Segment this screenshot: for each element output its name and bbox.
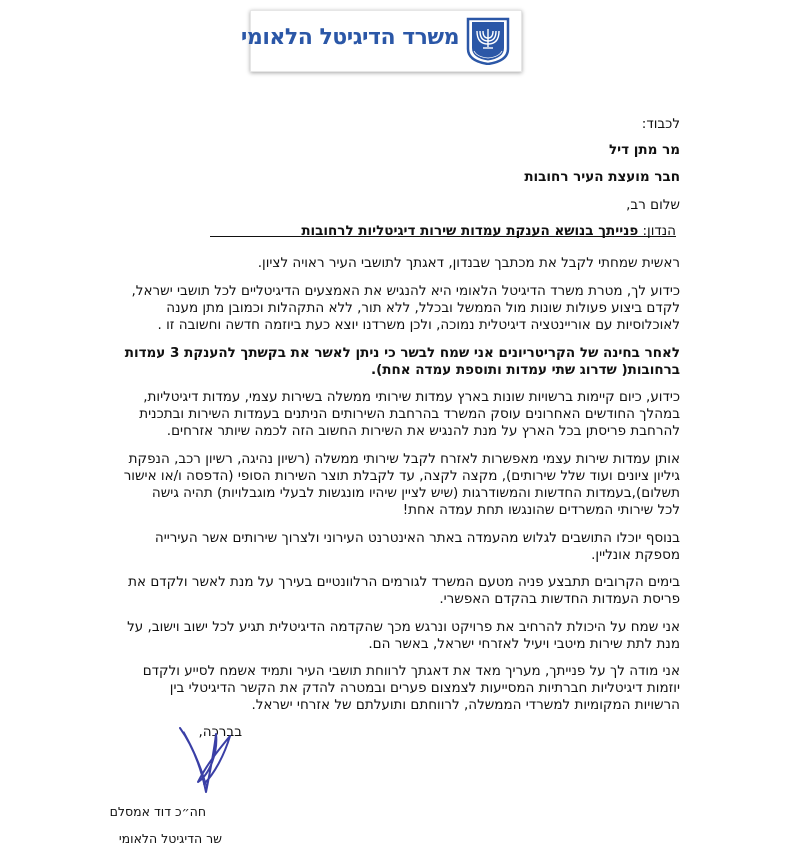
- paragraph-8-line-2: מנת לתת שירות מיטבי ויעיל לאזרחי ישראל, באשר הם.: [368, 636, 680, 652]
- paragraph-4-line-1: כידוע, כיום קיימות ברשויות שונות בארץ עמדות שירותי ממשלה בשירות עצמי, עמדות דיגיטליות,: [143, 389, 680, 405]
- subject-text: פנייתך בנושא הענקת עמדות שירות דיגיטליות לרחובות: [301, 223, 639, 239]
- paragraph-5-line-1: אותן עמדות שירות עצמי מאפשרות לאזרח לקבל שירותי ממשלה (רשיון נהיגה, רשיון רכב, הנפקת: [128, 451, 680, 467]
- paragraph-8-line-1: אני שמח על היכולת להרחיב את פרויקט ונרגש מכך שהקדמה הדיגיטלית תגיע לכל ישוב וישוב, על: [127, 619, 680, 635]
- paragraph-2-line-2: לקדם ביצוע פעולות שונות מול הממשל ובכלל, ללא תור, ללא התקהלות וכמובן מתן מענה: [166, 300, 680, 316]
- closing: בברכה,: [198, 724, 242, 740]
- ministry-title: משרד הדיגיטל הלאומי: [240, 25, 459, 50]
- paragraph-7-line-2: פריסת העמדות החדשות בהקדם האפשרי.: [439, 591, 680, 607]
- paragraph-7-line-1: בימים הקרובים תתבצע פניה מטעם המשרד לגורמים הרלוונטיים בעירך על מנת לאשר ולקדם את: [128, 574, 680, 590]
- paragraph-5-line-4: לכל שירותי המשרדים שהונגשו תחת עמדה אחת!: [402, 502, 680, 518]
- recipient-name: מר מתן דיל: [608, 142, 680, 158]
- handwritten-signature-icon: [160, 722, 252, 798]
- paragraph-4-line-2: במהלך החודשים האחרונים עוסק המשרד בהרחבת השירותים הניתנים בעמדות השירות ובתכנית: [139, 406, 680, 422]
- paragraph-9-line-1: אני מודה לך על פנייתך, מעריך מאד את דאגתך לרווחת תושבי העיר ותמיד אשמח לסייע ולקדם: [142, 663, 680, 679]
- greeting: שלום רב,: [626, 197, 680, 213]
- paragraph-5-line-3: תשלום),בעמדות החדשות והמשודרגות (שיש לציין שיהיו מונגשות לבעלי מוגבלויות) תהיה גישה: [151, 485, 680, 501]
- salutation: לכבוד:: [641, 116, 680, 132]
- paragraph-6-line-1: בנוסף יוכלו התושבים לגלוש מהעמדה באתר האינטרנט העירוני ולצרוך שירותים אשר העירייה: [154, 530, 680, 546]
- subject-label: הנדון:: [642, 223, 676, 239]
- paragraph-4-line-3: להרחבת פריסתן בכל הארץ על מנת להנגיש את השירות החשוב הזה לכמה שיותר אזרחים.: [166, 423, 680, 439]
- subject-underline: [210, 236, 676, 237]
- paragraph-3-line-1: לאחר בחינה של הקריטריונים אני שמח לבשר כי ניתן לאשר את בקשתך להענקת 3 עמדות: [124, 345, 680, 361]
- paragraph-1-line-1: ראשית שמחתי לקבל את מכתבך שבנדון, דאגתך לתושבי העיר ראויה לציון.: [257, 255, 680, 271]
- signatory-name: חה״כ דוד אמסלם: [109, 804, 206, 819]
- menorah-emblem-icon: [465, 17, 511, 65]
- letterhead: [240, 10, 522, 72]
- paragraph-6-line-2: מספקת אונליין.: [591, 547, 680, 563]
- subject-line: [301, 223, 676, 240]
- signatory-title: שר הדיגיטל הלאומי: [118, 831, 222, 846]
- paragraph-2-line-1: כידוע לך, מטרת משרד הדיגיטל הלאומי היא להנגיש את האמצעים הדיגיטליים לכל תושבי ישראל,: [131, 283, 680, 299]
- paragraph-9-line-3: הרשויות המקומיות למשרדי הממשלה, לרווחתם ותועלתם של אזרחי ישראל.: [251, 697, 680, 713]
- paragraph-3-line-2: ברחובות( שדרוג שתי עמדות ותוספת עמדה אחת).: [370, 362, 680, 378]
- recipient-title: חבר מועצת העיר רחובות: [524, 169, 680, 185]
- paragraph-5-line-2: גיליון ציונים ועוד שלל שירותים), מקצה לקצה, עד לקבלת תוצר השירות הסופי (הדפסה ו/או אישור: [123, 468, 680, 484]
- paragraph-2-line-3: לאוכלוסיות עם אוריינטציה דיגיטלית נמוכה, ולכן משרדנו יוצא כעת ביוזמה חדשה וחשובה זו .: [157, 317, 680, 333]
- paragraph-9-line-2: יוזמות דיגיטליות חברתיות המסייעות לצמצום פערים ובמטרה להדק את הקשר הדיגיטלי בין: [169, 680, 680, 696]
